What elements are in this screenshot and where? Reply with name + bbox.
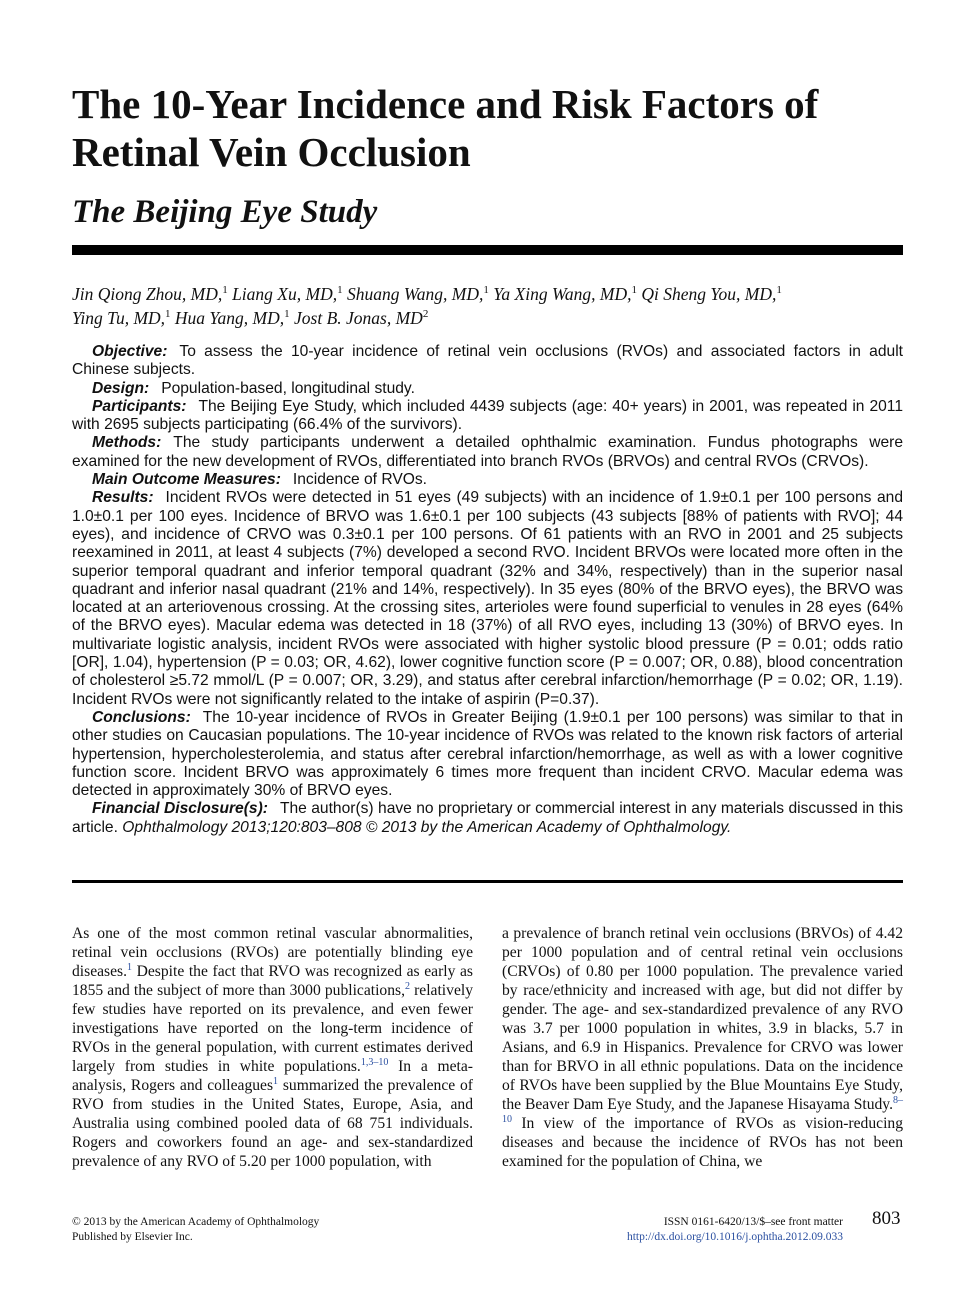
section-text: The Beijing Eye Study, which included 4439 subjects (age: 40+ years) in 2001, was repeated in 2011 with 2695 subjects participating (66.4% of the survivors). bbox=[72, 397, 903, 434]
author: Hua Yang, MD, bbox=[174, 307, 285, 328]
section-label: Financial Disclosure(s): bbox=[92, 800, 268, 818]
author-affiliation: 1 bbox=[222, 284, 228, 296]
author-affiliation: 1 bbox=[776, 284, 782, 296]
abstract-design bbox=[72, 380, 903, 398]
section-label: Objective: bbox=[92, 343, 168, 360]
article-title: The 10-Year Incidence and Risk Factors of Retinal Vein Occlusion bbox=[72, 81, 819, 175]
section-label: Methods: bbox=[92, 434, 162, 452]
section-label: Conclusions: bbox=[92, 708, 191, 726]
body-text: relatively few studies have reported on its prevalence, and even fewer investigations have reported on the long-term incidence of RVOs in the general population, with current estimates derived largely from studies in white populations. bbox=[72, 982, 473, 1075]
abstract bbox=[72, 343, 903, 837]
body-text: a prevalence of branch retinal vein occlusions (BRVOs) of 4.42 per 1000 population and of central retinal vein occlusions (CRVOs) of 0.80 per 1000 population. The prevalence varied by race/ethnicity and increased with age, but did not differ by gender. The age- and sex-standardized prevalence of any RVO was 3.7 per 1000 population in whites, 3.9 in blacks, 5.7 in Asians, and 6.9 in Hispanics. Prevalence for CRVO was lower than for BRVO in all ethnic populations. Data on the incidence of RVOs have been supplied by the Blue Mountains Eye Study, the Beaver Dam Eye Study, and the Japanese Hisayama Study. bbox=[502, 925, 903, 1113]
section-text: The 10-year incidence of RVOs in Greater Beijing (1.9±0.1 per 100 persons) was similar to that in other studies on Caucasian populations. The 10-year incidence of RVOs was related to the known risk factors of arterial hypertension, hypercholesterolemia, and status after cerebral infarction/hemorrhage, as well as with a lower cognitive function score. Incident BRVO was approximately 6 times more frequent than incident CRVO. Macular edema was detected in approximately 30% of BRVO eyes. bbox=[72, 708, 903, 800]
abstract-outcome bbox=[72, 471, 903, 489]
author: Liang Xu, MD, bbox=[232, 283, 338, 304]
doi-link[interactable]: http://dx.doi.org/10.1016/j.ophtha.2012.09.033 bbox=[626, 1231, 843, 1243]
section-text: To assess the 10-year incidence of retinal vein occlusions (RVOs) and associated factors in adult Chinese subjects. bbox=[72, 343, 903, 379]
section-text: Incidence of RVOs. bbox=[292, 471, 427, 489]
author-affiliation: 1 bbox=[337, 284, 343, 296]
author-list bbox=[72, 280, 902, 328]
body-text: summarized the prevalence of RVO from studies in the United States, Europe, Asia, and Australia using combined pooled data of 68 751 individuals. Rogers and coworkers found an age- and sex-standardized prevalence of any RVO of 5.20 per 1000 population, with bbox=[72, 1077, 473, 1170]
body-text: As one of the most common retinal vascular abnormalities, retinal vein occlusions (RVOs) are potentially blinding eye diseases. bbox=[72, 925, 473, 980]
abstract-results bbox=[72, 489, 903, 709]
section-text: Population-based, longitudinal study. bbox=[161, 379, 415, 397]
section-text: The author(s) have no proprietary or commercial interest in any materials discussed in this article. bbox=[72, 800, 903, 836]
author: Ying Tu, MD, bbox=[72, 307, 166, 328]
reference-link[interactable]: 2 bbox=[405, 980, 410, 992]
reference-link[interactable]: 1 bbox=[273, 1075, 279, 1087]
reference-link[interactable]: 1 bbox=[127, 961, 132, 973]
body-column-right bbox=[502, 924, 903, 1171]
footer-right bbox=[560, 1215, 843, 1245]
body-paragraph bbox=[72, 924, 473, 1171]
reference-link[interactable]: 8–10 bbox=[502, 1094, 903, 1125]
body-text: In view of the importance of RVOs as vision-reducing diseases and because the incidence of RVOs has not been examined for the population of China, we bbox=[502, 1115, 903, 1170]
body-paragraph bbox=[502, 924, 903, 1171]
section-text: Incident RVOs were detected in 51 eyes (49 subjects) with an incidence of 1.9±0.1 per 100 persons and 1.0±0.1 per 100 eyes. Incidence of BRVO was 1.6±0.1 per 100 subjects (43 subjects [88% of patients with RVO]; 44 eyes), and incidence of CRVO was 0.3±0.1 per 100 persons. Of 61 patients with an RVO in 2001 and 25 subjects reexamined in 2011, at least 4 subjects (7%) developed a second RVO. Incident BRVOs were located more often in the superior temporal quadrant and inferior temporal quadrant (32% and 34%, respectively) than in the superior nasal quadrant and inferior nasal quadrant (21% and 14%, respectively). In 35 eyes (80% of the BRVO eyes), the BRVO was located at an arteriovenous crossing. At the crossing sites, arterioles were found superficial to venules in 28 eyes (64% of the BRVO eyes). Macular edema was detected in 18 (37%) of all RVO eyes, including 13 (30%) of BRVO eyes. In multivariate logistic analysis, incident RVOs were associated with higher systolic blood pressure (P = 0.01; odds ratio [OR], 1.04), hypertension (P = 0.03; OR, 4.62), lower cognitive function score (P = 0.007; OR, 0.88), blood concentration of cholesterol ≥5.72 mmol/L (P = 0.007; OR, 3.29), and status after cerebral infarction/hemorrhage (P = 0.02; OR, 1.19). Incident RVOs were not significantly related to the intake of aspirin (P=0.37). bbox=[72, 489, 903, 708]
author-affiliation: 1 bbox=[165, 307, 171, 320]
copyright-notice: © 2013 by the American Academy of Ophthalmology bbox=[72, 1216, 320, 1228]
author: Jost B. Jonas, MD bbox=[294, 307, 423, 328]
abstract-disclosure bbox=[72, 800, 903, 837]
author: Qi Sheng You, MD, bbox=[641, 283, 777, 304]
section-label: Main Outcome Measures: bbox=[92, 471, 281, 489]
abstract-objective bbox=[72, 343, 903, 380]
author: Jin Qiong Zhou, MD, bbox=[72, 283, 223, 304]
issn: ISSN 0161-6420/13/$–see front matter bbox=[663, 1216, 843, 1228]
section-label: Results: bbox=[92, 489, 154, 507]
abstract-methods bbox=[72, 434, 903, 471]
author-affiliation: 1 bbox=[631, 284, 638, 296]
author-affiliation: 1 bbox=[483, 284, 489, 296]
section-text: The study participants underwent a detailed ophthalmic examination. Fundus photographs were examined for the new development of RVOs, differentiated into branch RVOs (BRVOs) and central RVOs (CRVOs). bbox=[72, 434, 903, 470]
page-number: 803 bbox=[872, 1208, 901, 1229]
abstract-conclusions bbox=[72, 709, 903, 800]
author: Shuang Wang, MD, bbox=[346, 283, 484, 304]
title-rule bbox=[72, 245, 903, 255]
section-label: Participants: bbox=[92, 397, 187, 415]
journal-citation: Ophthalmology 2013;120:803–808 © 2013 by the American Academy of Ophthalmology. bbox=[122, 818, 732, 836]
body-text: In a meta-analysis, Rogers and colleagues bbox=[72, 1058, 474, 1094]
publisher-notice: Published by Elsevier Inc. bbox=[72, 1231, 193, 1243]
section-label: Design: bbox=[92, 379, 150, 397]
body-column-left bbox=[72, 924, 473, 1171]
body-text: Despite the fact that RVO was recognized as early as 1855 and the subject of more than 3000 publications, bbox=[72, 963, 473, 999]
footer-left bbox=[72, 1215, 319, 1245]
abstract-rule bbox=[72, 880, 903, 883]
abstract-participants bbox=[72, 398, 903, 435]
author-affiliation: 2 bbox=[422, 307, 429, 320]
reference-link[interactable]: 1,3–10 bbox=[360, 1056, 389, 1068]
author: Ya Xing Wang, MD, bbox=[493, 283, 632, 304]
article-subtitle: The Beijing Eye Study bbox=[72, 194, 378, 230]
author-affiliation: 1 bbox=[284, 307, 290, 320]
